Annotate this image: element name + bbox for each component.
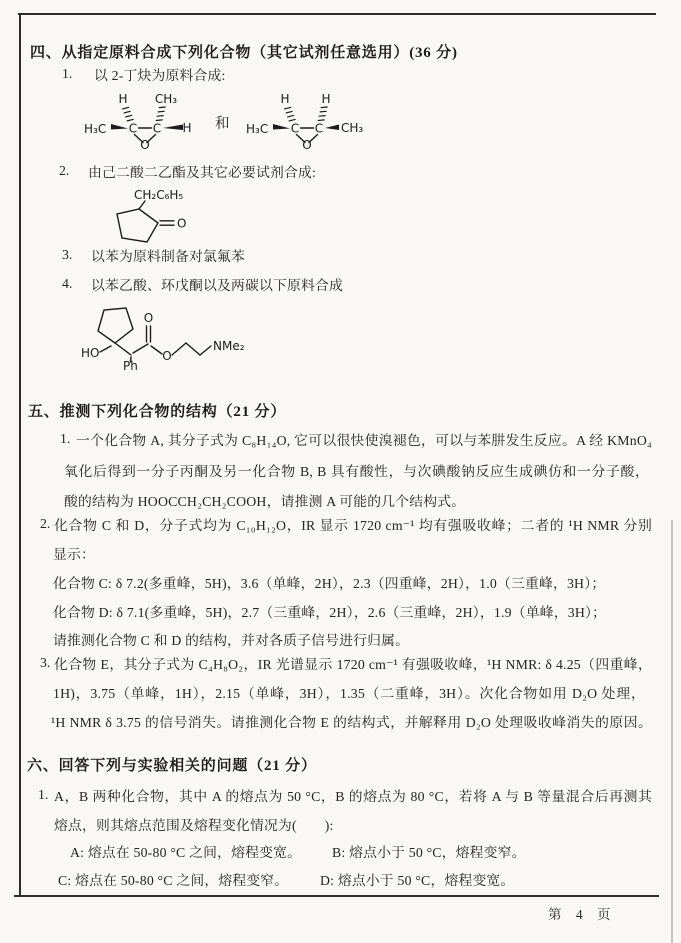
q6-option-c: C: 熔点在 50-80 °C 之间，熔程变窄。	[58, 873, 289, 888]
q5-item2-line1: 化合物 C 和 D，分子式均为 C₁₀H₁₂O，IR 显示 1720 cm⁻¹ 均有强吸收峰；二者的 ¹H NMR 分别	[54, 518, 652, 533]
epoxide-trans-structure	[82, 91, 197, 151]
benzyl-cyclopentanone-structure	[103, 186, 198, 248]
q5-item3-line3: ¹H NMR δ 3.75 的信号消失。请推测化合物 E 的结构式，并解释用 D₂O 处理吸收峰消失的原因。	[51, 715, 652, 730]
q6-option-b: B: 熔点小于 50 °C，熔程变窄。	[332, 845, 526, 860]
atom-label-o: O	[177, 216, 187, 231]
atom-label-o: O	[143, 311, 154, 325]
epoxide-cis-structure	[244, 91, 364, 152]
q4-item1-text: 以 2-丁炔为原料合成:	[94, 68, 226, 83]
atom-label-methyl: CH₃	[341, 121, 364, 135]
q5-item3-line1: 化合物 E，其分子式为 C₄H₈O₂，IR 光谱显示 1720 cm⁻¹ 有强吸收峰，¹H NMR: δ 4.25（四重峰，	[54, 657, 652, 672]
atom-label-h: H	[118, 92, 128, 106]
atom-label-c: C	[128, 121, 138, 136]
atom-label-o: O	[302, 138, 312, 152]
q5-item2-number: 2.	[40, 516, 51, 531]
q4-item3-number: 3.	[62, 247, 73, 262]
q4-item2-number: 2.	[59, 163, 70, 178]
q6-option-d: D: 熔点小于 50 °C，熔程变宽。	[320, 873, 515, 888]
scan-edge-right	[671, 520, 673, 943]
atom-label-o: O	[162, 349, 172, 363]
q5-item3-line2: 1H)，3.75（单峰，1H），2.15（单峰，3H），1.35（二重峰，3H）。次化合物如用 D₂O 处理，	[53, 686, 645, 701]
atom-label-c: C	[152, 121, 162, 136]
page-frame-top	[18, 13, 656, 15]
atom-label-h: H	[182, 121, 192, 135]
section6-heading: 六、回答下列与实验相关的问题（21 分）	[27, 758, 317, 774]
and-separator: 和	[215, 116, 230, 132]
q6-item1-line2: 熔点，则其熔点范围及熔程变化情况为( ):	[54, 818, 334, 833]
atom-label-methyl: H₃C	[84, 122, 107, 136]
q5-item2-line3: 化合物 C: δ 7.2(多重峰，5H)，3.6（单峰，2H），2.3（四重峰，2H），1.0（三重峰，3H）；	[53, 576, 606, 591]
q5-item1-line2: 氧化后得到一分子丙酮及另一化合物 B, B 具有酸性，与次碘酸钠反应生成碘仿和一分子酸，	[64, 464, 649, 479]
page-frame-left	[19, 13, 21, 897]
atom-label-h: H	[321, 92, 331, 106]
q4-item3-text: 以苯为原料制备对氯氟苯	[91, 249, 245, 264]
q5-item2-line4: 化合物 D: δ 7.1(多重峰，5H)，2.7（三重峰，2H），2.6（三重峰，2H），1.9（单峰，3H）；	[53, 605, 607, 620]
aminoester-structure	[79, 297, 245, 373]
q4-item4-text: 以苯乙酸、环戊酮以及两碳以下原料合成	[91, 278, 343, 293]
page-frame-bottom	[14, 895, 659, 897]
group-label-amine: NMe₂	[213, 339, 245, 353]
group-label-hydroxyl: HO	[81, 346, 100, 360]
section4-heading: 四、从指定原料合成下列化合物（其它试剂任意选用）(36 分)	[30, 45, 458, 61]
q6-option-a: A: 熔点在 50-80 °C 之间，熔程变宽。	[70, 845, 302, 860]
cyclopentanone-bonds	[117, 201, 174, 242]
atom-label-o: O	[140, 138, 150, 152]
atom-label-c: C	[290, 121, 300, 136]
q5-item1-line1: 一个化合物 A, 其分子式为 C₈H₁₄O, 它可以很快使溴褪色，可以与苯肼发生反应。A 经 KMnO₄	[76, 433, 652, 448]
q4-item1-number: 1.	[62, 66, 73, 81]
section5-heading: 五、推测下列化合物的结构（21 分）	[28, 404, 287, 420]
q4-item2-text: 由己二酸二乙酯及其它必要试剂合成:	[88, 165, 316, 180]
q5-item1-line3: 酸的结构为 HOOCCH₂CH₂COOH，请推测 A 可能的几个结构式。	[64, 494, 466, 509]
q5-item3-number: 3.	[40, 655, 51, 670]
atom-label-methyl: H₃C	[246, 122, 269, 136]
group-label-phenyl: Ph	[123, 359, 138, 373]
q6-item1-line1: A，B 两种化合物，其中 A 的熔点为 50 °C，B 的熔点为 80 °C，若将 A 与 B 等量混合后再测其	[54, 789, 652, 804]
atom-label-c: C	[314, 121, 324, 136]
atom-label-methyl: CH₃	[154, 92, 178, 106]
q5-item1-number: 1.	[60, 431, 71, 446]
atom-label-h: H	[280, 92, 290, 106]
q6-item1-number: 1.	[38, 787, 49, 802]
q5-item2-line5: 请推测化合物 C 和 D 的结构，并对各质子信号进行归属。	[53, 633, 410, 648]
aminoester-bonds	[98, 308, 211, 362]
q4-item4-number: 4.	[62, 276, 73, 291]
substituent-label-benzyl: CH₂C₆H₅	[134, 188, 184, 202]
q5-item2-line2: 显示：	[53, 547, 95, 562]
page-footer: 第 4 页	[548, 907, 613, 922]
